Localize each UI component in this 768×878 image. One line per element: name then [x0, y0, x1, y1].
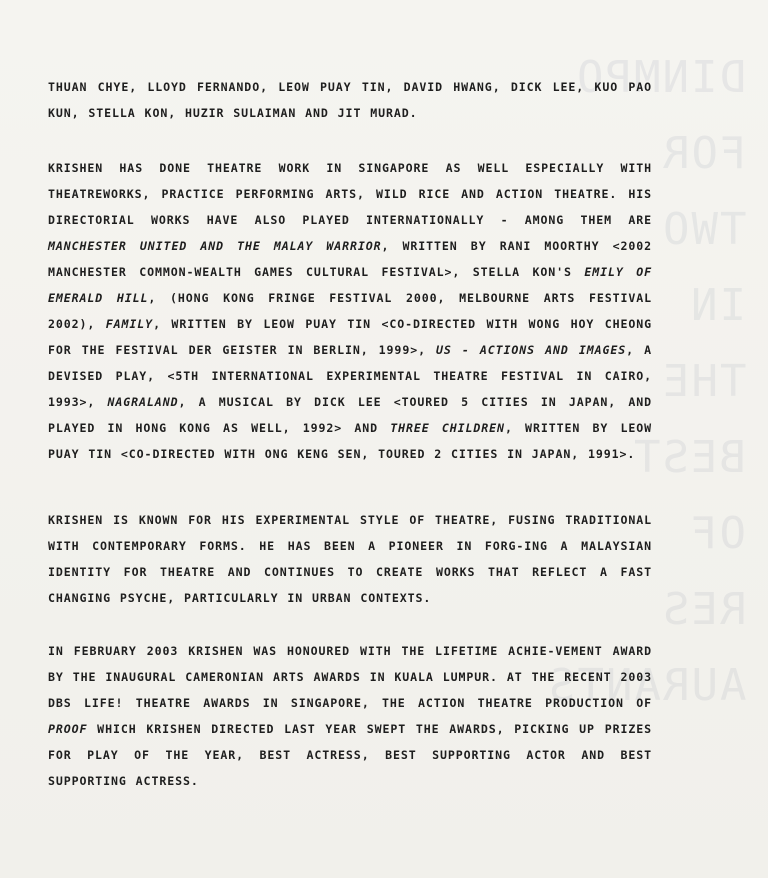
text-run: , A MUSICAL BY DICK LEE <TOURED 5 CITIES IN JAPAN, AND PLAYED IN HONG KONG AS WELL, 1992> AND: [48, 395, 652, 435]
text-run: IN FEBRUARY 2003 KRISHEN WAS HONOURED WITH THE LIFETIME ACHIE-VEMENT AWARD BY THE INAUGURAL CAMERONIAN ARTS AWARDS IN KUALA LUMPUR. AT THE RECENT 2003 DBS LIFE! THEATRE AWARDS IN SINGAPORE, THE ACTION THEATRE PRODUCTION OF: [48, 644, 652, 710]
work-title: THREE CHILDREN: [390, 421, 505, 435]
paragraph-experimental-style: KRISHEN IS KNOWN FOR HIS EXPERIMENTAL STYLE OF THEATRE, FUSING TRADITIONAL WITH CONTEMPORARY FORMS. HE HAS BEEN A PIONEER IN FORG-ING A MALAYSIAN IDENTITY FOR THEATRE AND CONTINUES TO CREATE WORKS THAT REFLECT A FAST CHANGING PSYCHE, PARTICULARLY IN URBAN CONTEXTS.: [48, 513, 652, 605]
paragraph-singapore-work: [48, 155, 652, 467]
show-through-word: RES: [660, 584, 746, 635]
show-through-word: OF: [689, 508, 746, 559]
show-through-word: TWO: [660, 204, 746, 255]
text-run: , WRITTEN BY LEOW PUAY TIN <CO-DIRECTED WITH ONG KENG SEN, TOURED 2 CITIES IN JAPAN, 1991>.: [48, 421, 652, 461]
show-through-word: IN: [689, 280, 746, 331]
show-through-word: FOR: [660, 128, 746, 179]
text-run: , (HONG KONG FRINGE FESTIVAL 2000, MELBOURNE ARTS FESTIVAL 2002),: [48, 291, 653, 331]
work-title: NAGRALAND: [107, 395, 179, 409]
show-through-word: BEST: [632, 432, 746, 483]
paragraph-awards: [48, 638, 652, 794]
show-through-word: DINMPO: [575, 52, 746, 103]
work-title: EMILY OF EMERALD HILL: [48, 265, 652, 305]
show-through-word: THE: [660, 356, 746, 407]
work-title: US - ACTIONS AND IMAGES: [436, 343, 627, 357]
text-run: WHICH KRISHEN DIRECTED LAST YEAR SWEPT THE AWARDS, PICKING UP PRIZES FOR PLAY OF THE YEAR, BEST ACTRESS, BEST SUPPORTING ACTOR AND BEST SUPPORTING ACTRESS.: [48, 722, 652, 788]
text-run: , WRITTEN BY LEOW PUAY TIN <CO-DIRECTED WITH WONG HOY CHEONG FOR THE FESTIVAL DER GEISTER IN BERLIN, 1999>,: [48, 317, 652, 357]
work-title: PROOF: [48, 722, 88, 736]
biography-text: [48, 74, 652, 821]
show-through-word: AURANTS: [546, 660, 746, 711]
work-title: MANCHESTER UNITED AND THE MALAY WARRIOR: [48, 239, 382, 253]
paragraph-collaborators: THUAN CHYE, LLOYD FERNANDO, LEOW PUAY TIN, DAVID HWANG, DICK LEE, KUO PAO KUN, STELLA KON, HUZIR SULAIMAN AND JIT MURAD.: [48, 80, 652, 120]
work-title: FAMILY: [105, 317, 154, 331]
text-run: , A DEVISED PLAY, <5TH INTERNATIONAL EXPERIMENTAL THEATRE FESTIVAL IN CAIRO, 1993>,: [48, 343, 652, 409]
text-run: , WRITTEN BY RANI MOORTHY <2002 MANCHESTER COMMON-WEALTH GAMES CULTURAL FESTIVAL>, STELLA KON'S: [48, 239, 653, 279]
text-run: KRISHEN HAS DONE THEATRE WORK IN SINGAPORE AS WELL ESPECIALLY WITH THEATREWORKS, PRACTICE PERFORMING ARTS, WILD RICE AND ACTION THEATRE. HIS DIRECTORIAL WORKS HAVE ALSO PLAYED INTERNATIONALLY - AMONG THEM ARE: [48, 161, 652, 227]
